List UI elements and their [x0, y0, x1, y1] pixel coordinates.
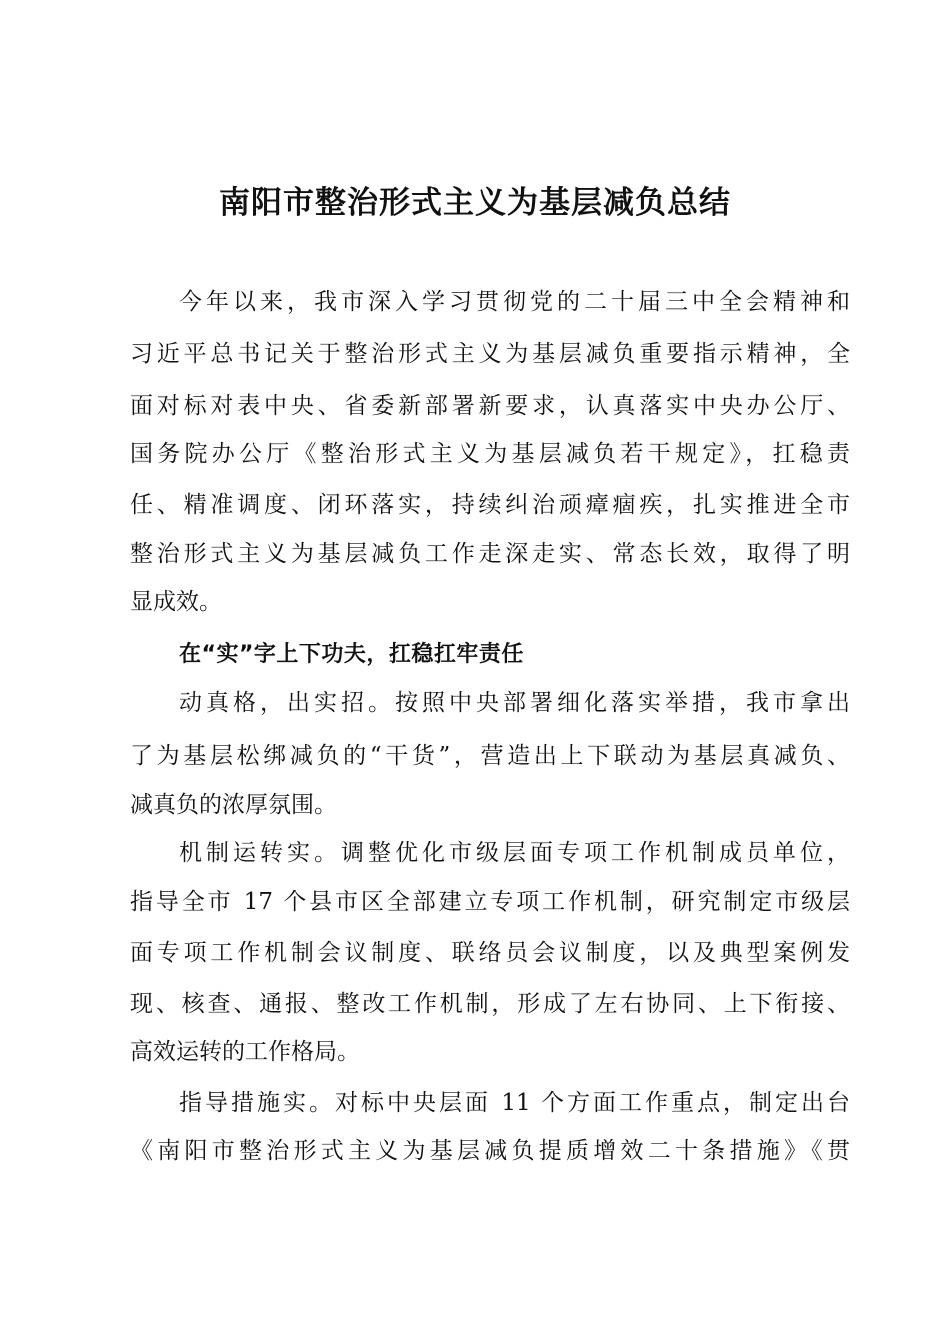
paragraph-line: 现、核查、通报、整改工作机制，形成了左右协同、上下衔接、 — [130, 991, 850, 1017]
document-title: 南阳市整治形式主义为基层减负总结 — [219, 185, 731, 221]
paragraph-line: 面专项工作机制会议制度、联络员会议制度，以及典型案例发 — [130, 940, 850, 966]
section-heading: 在“实”字上下功夫，扛稳扛牢责任 — [179, 642, 524, 667]
paragraph-line: 面对标对表中央、省委新部署新要求，认真落实中央办公厅、 — [130, 393, 850, 419]
paragraph-line: 动真格，出实招。按照中央部署细化落实举措，我市拿出 — [179, 690, 850, 716]
paragraph-line: 高效运转的工作格局。 — [130, 1039, 360, 1065]
paragraph-line: 任、精准调度、闭环落实，持续纠治顽瘴痼疾，扎实推进全市 — [130, 492, 850, 518]
paragraph-line: 机制运转实。调整优化市级层面专项工作机制成员单位， — [179, 840, 850, 866]
paragraph-line: 指导全市 17 个县市区全部建立专项工作机制，研究制定市级层 — [130, 889, 850, 915]
paragraph-line: 国务院办公厅《整治形式主义为基层减负若干规定》，扛稳责 — [130, 441, 850, 467]
paragraph-line: 整治形式主义为基层减负工作走深走实、常态长效，取得了明 — [130, 541, 850, 567]
paragraph-line: 《南阳市整治形式主义为基层减负提质增效二十条措施》《贯 — [130, 1138, 850, 1164]
paragraph-line: 了为基层松绑减负的“干货”，营造出上下联动为基层真减负、 — [130, 743, 850, 769]
paragraph-line: 减真负的浓厚氛围。 — [130, 792, 337, 818]
paragraph-line: 今年以来，我市深入学习贯彻党的二十届三中全会精神和 — [179, 289, 850, 315]
paragraph-line: 显成效。 — [130, 589, 222, 615]
paragraph-line: 习近平总书记关于整治形式主义为基层减负重要指示精神，全 — [130, 341, 850, 367]
paragraph-line: 指导措施实。对标中央层面 11 个方面工作重点，制定出台 — [179, 1090, 850, 1116]
